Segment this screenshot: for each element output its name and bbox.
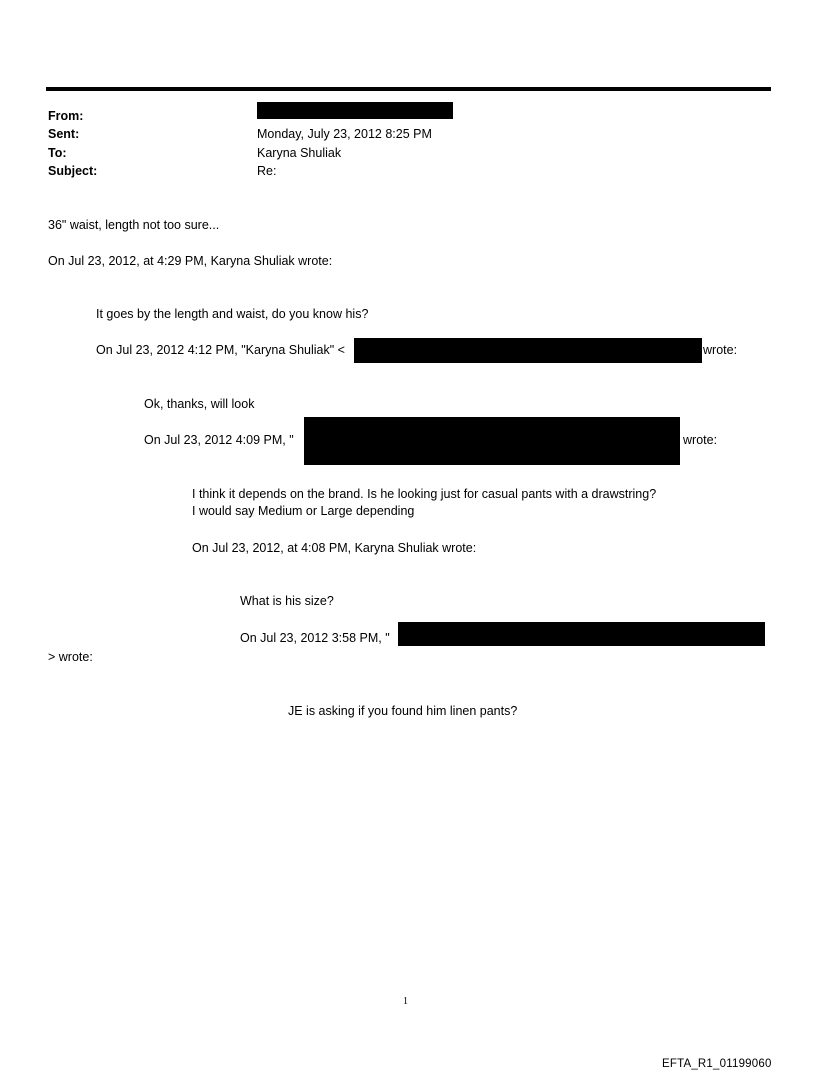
sent-label: Sent: [48, 127, 80, 141]
from-label: From: [48, 109, 84, 123]
quote5-text: JE is asking if you found him linen pants? [288, 704, 518, 718]
quote3-sender-redaction [304, 417, 680, 465]
quote2-email-redaction [354, 338, 702, 363]
sent-value: Monday, July 23, 2012 8:25 PM [257, 127, 432, 141]
quote1-attribution: On Jul 23, 2012, at 4:29 PM, Karyna Shuliak wrote: [48, 254, 333, 268]
to-value: Karyna Shuliak [257, 146, 342, 160]
to-label: To: [48, 146, 67, 160]
quote4-text: What is his size? [240, 594, 334, 608]
quote5-attribution-prefix: On Jul 23, 2012 3:58 PM, " [240, 631, 390, 645]
quote3-text-line1: I think it depends on the brand. Is he looking just for casual pants with a drawstring? [192, 487, 657, 501]
quote2-attribution-suffix: wrote: [703, 343, 738, 357]
quote3-attribution-suffix: wrote: [683, 433, 718, 447]
document-id: EFTA_R1_01199060 [662, 1058, 772, 1070]
quote4-attribution: On Jul 23, 2012, at 4:08 PM, Karyna Shuliak wrote: [192, 541, 477, 555]
quote1-text: It goes by the length and waist, do you know his? [96, 307, 369, 321]
quote5-attribution-wrap: > wrote: [48, 650, 93, 664]
quote2-text: Ok, thanks, will look [144, 397, 255, 411]
quote3-attribution-prefix: On Jul 23, 2012 4:09 PM, " [144, 433, 294, 447]
reply-line: 36" waist, length not too sure... [48, 218, 220, 232]
quote5-sender-redaction [398, 622, 765, 646]
from-redaction [257, 102, 453, 119]
page-number: 1 [403, 996, 408, 1007]
subject-value: Re: [257, 164, 277, 178]
quote3-text-line2: I would say Medium or Large depending [192, 504, 415, 518]
header-rule [46, 87, 771, 91]
quote2-attribution-prefix: On Jul 23, 2012 4:12 PM, "Karyna Shuliak" < [96, 343, 345, 357]
subject-label: Subject: [48, 164, 98, 178]
